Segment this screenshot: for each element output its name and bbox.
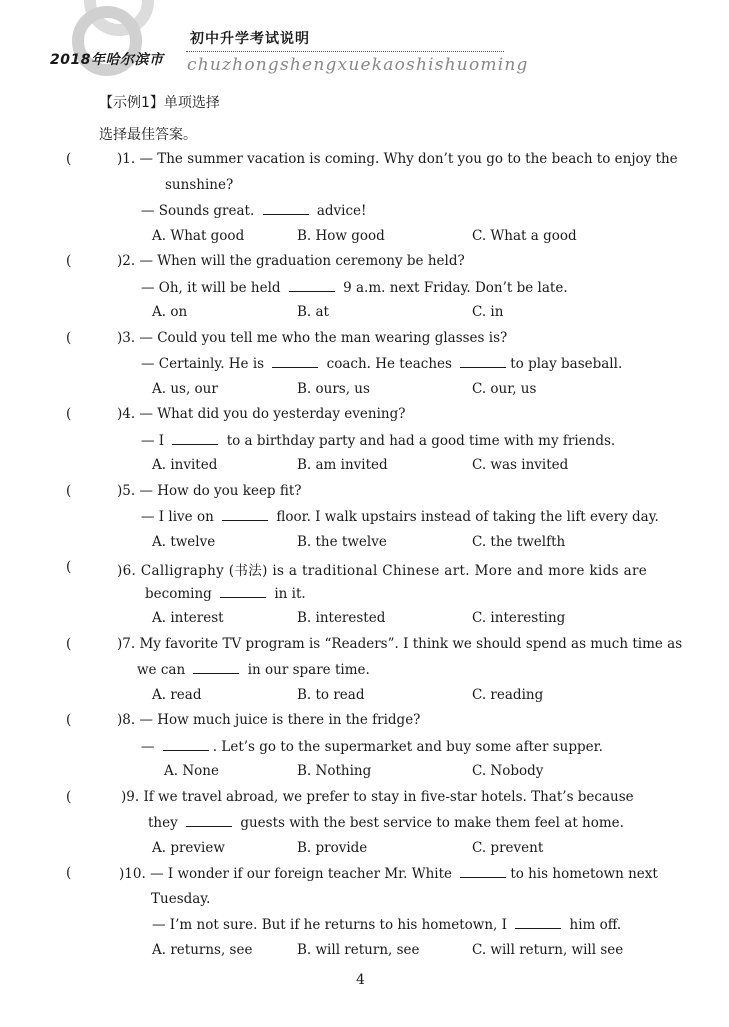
option-b: B. ours, us [297,381,370,397]
option-a: A. invited [152,457,218,473]
option-c: C. reading [472,687,544,703]
answer-blank[interactable] [172,432,218,445]
answer-blank[interactable] [263,202,309,215]
answer-blank[interactable] [193,661,239,674]
question-3-reply: — Certainly. He is coach. He teaches to play baseball. [141,356,623,372]
option-a: A. What good [152,228,245,244]
answer-paren-6: ( [66,559,72,575]
question-2-stem: )2. — When will the graduation ceremony be held? [117,253,465,269]
option-c: C. our, us [472,381,537,397]
question-8-reply: — . Let’s go to the supermarket and buy some after supper. [141,739,603,755]
answer-blank[interactable] [222,508,268,521]
answer-paren-8: ( [66,712,72,728]
option-b: B. provide [297,840,368,856]
question-9-reply: they guests with the best service to make them feel at home. [148,815,624,831]
header-rule [186,51,504,52]
answer-blank[interactable] [186,814,232,827]
option-b: B. will return, see [297,942,420,958]
option-c: C. Nobody [472,763,544,779]
question-9-stem: )9. If we travel abroad, we prefer to stay in five-star hotels. That’s because [121,789,634,805]
option-a: A. twelve [152,534,216,550]
question-5-stem: )5. — How do you keep fit? [117,483,302,499]
answer-blank[interactable] [460,865,506,878]
option-b: B. to read [297,687,365,703]
answer-paren-9: ( [66,789,72,805]
option-b: B. am invited [297,457,388,473]
option-c: C. interesting [472,610,566,626]
option-c: C. prevent [472,840,544,856]
option-a: A. on [152,304,188,320]
question-10-reply: — I’m not sure. But if he returns to his hometown, I him off. [152,917,622,933]
option-c: C. in [472,304,504,320]
answer-blank[interactable] [460,355,506,368]
question-1-stem: )1. — The summer vacation is coming. Why don’t you go to the beach to enjoy the [117,151,678,167]
answer-blank[interactable] [163,738,209,751]
option-a: A. returns, see [152,942,253,958]
question-4-reply: — I to a birthday party and had a good time with my friends. [141,433,616,449]
option-a: A. preview [152,840,225,856]
answer-paren-5: ( [66,483,72,499]
option-b: B. Nothing [297,763,372,779]
header-year-city: 2018年哈尔滨市 [50,52,164,68]
option-c: C. was invited [472,457,569,473]
question-2-reply: — Oh, it will be held 9 a.m. next Friday. Don’t be late. [141,280,568,296]
question-10-stem: )10. — I wonder if our foreign teacher Mr. White to his hometown next [119,866,658,882]
option-a: A. read [152,687,202,703]
answer-paren-4: ( [66,406,72,422]
question-4-stem: )4. — What did you do yesterday evening? [117,406,406,422]
answer-paren-1: ( [66,151,72,167]
question-7-reply: we can in our spare time. [137,662,370,678]
option-b: B. the twelve [297,534,387,550]
answer-blank[interactable] [272,355,318,368]
page-number: 4 [356,972,365,988]
question-8-stem: )8. — How much juice is there in the fridge? [117,712,421,728]
header-title: 初中升学考试说明 [190,31,310,47]
question-10-cont: Tuesday. [151,891,211,907]
answer-paren-2: ( [66,253,72,269]
answer-blank[interactable] [289,279,335,292]
answer-blank[interactable] [515,916,561,929]
section-instruction: 选择最佳答案。 [99,127,197,143]
option-c: C. What a good [472,228,577,244]
answer-paren-7: ( [66,636,72,652]
section-label: 【示例1】单项选择 [99,95,220,111]
question-1-reply: — Sounds great. advice! [141,203,367,219]
option-c: C. the twelfth [472,534,566,550]
question-7-stem: )7. My favorite TV program is “Readers”. I think we should spend as much time as [117,636,683,652]
question-5-reply: — I live on floor. I walk upstairs instead of taking the lift every day. [141,509,659,525]
option-a: A. interest [152,610,224,626]
question-3-stem: )3. — Could you tell me who the man wearing glasses is? [117,330,508,346]
question-1-cont: sunshine? [165,177,234,193]
option-b: B. at [297,304,329,320]
option-a: A. None [164,763,219,779]
answer-blank[interactable] [220,585,266,598]
option-b: B. interested [297,610,386,626]
answer-paren-10: ( [66,865,72,881]
option-b: B. How good [297,228,385,244]
question-6-stem: )6. Calligraphy (书法) is a traditional Chinese art. More and more kids are [117,563,648,579]
header-pinyin: chuzhongshengxuekaoshishuoming [187,55,529,75]
option-c: C. will return, will see [472,942,624,958]
option-a: A. us, our [152,381,218,397]
answer-paren-3: ( [66,330,72,346]
question-6-reply: becoming in it. [145,586,306,602]
